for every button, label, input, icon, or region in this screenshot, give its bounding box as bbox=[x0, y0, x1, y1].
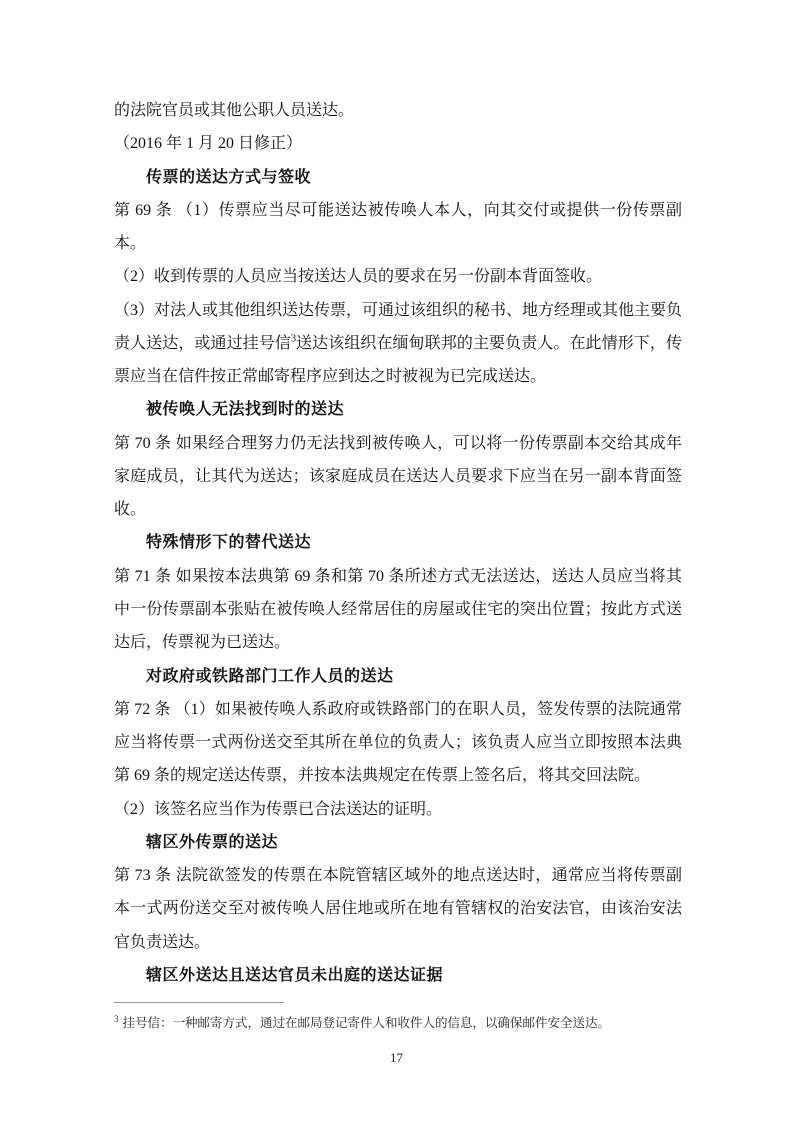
article-69-paragraph-3 bbox=[114, 294, 682, 394]
section-heading: 传票的送达方式与签收 bbox=[146, 168, 312, 186]
article-71-paragraph: 第 71 条 如果按本法典第 69 条和第 70 条所述方式无法送达，送达人员应当将其中一份传票副本张贴在被传唤人经常居住的房屋或住宅的突出位置；按此方式送达后，传票视为已送达。 bbox=[114, 567, 682, 652]
footnote-text bbox=[114, 1013, 682, 1033]
page-number: 17 bbox=[390, 1050, 403, 1065]
footnote-reference-marker: 3 bbox=[290, 333, 296, 345]
footnote-marker: 3 bbox=[114, 1014, 119, 1024]
document-body bbox=[114, 94, 682, 992]
section-heading: 辖区外传票的送达 bbox=[146, 833, 279, 851]
section-heading: 被传唤人无法找到时的送达 bbox=[146, 401, 345, 419]
paragraph-text-after-footnote-ref: 送达该组织在缅甸联邦的主要负责人。在此情形下，传票应当在信件按正常邮寄程序应到达之时被视为已完成送达。 bbox=[114, 334, 682, 386]
article-72-paragraph-2: （2）该签名应当作为传票已合法送达的证明。 bbox=[114, 800, 443, 818]
section-heading: 对政府或铁路部门工作人员的送达 bbox=[146, 667, 394, 685]
footnote-area bbox=[114, 1002, 682, 1033]
article-69-paragraph-1: 第 69 条 （1）传票应当尽可能送达被传唤人本人，向其交付或提供一份传票副本。 bbox=[114, 201, 682, 253]
amendment-date-note: （2016 年 1 月 20 日修正） bbox=[114, 135, 303, 153]
article-70-paragraph: 第 70 条 如果经合理努力仍无法找到被传唤人，可以将一份传票副本交给其成年家庭成员，让其代为送达；该家庭成员在送达人员要求下应当在另一副本背面签收。 bbox=[114, 434, 682, 519]
article-73-paragraph: 第 73 条 法院欲签发的传票在本院管辖区域外的地点送达时，通常应当将传票副本一式两份送交至对被传唤人居住地或所在地有管辖权的治安法官，由该治安法官负责送达。 bbox=[114, 867, 682, 951]
paragraph-text-before-footnote-ref: （3）对法人或其他组织送达传票，可通过该组织的秘书、地方经理或其他主要负责人送达，或通过挂号信 bbox=[114, 301, 683, 352]
section-heading: 辖区外送达且送达官员未出庭的送达证据 bbox=[146, 966, 444, 984]
section-heading: 特殊情形下的替代送达 bbox=[146, 534, 312, 552]
article-72-paragraph-1: 第 72 条 （1）如果被传唤人系政府或铁路部门的在职人员，签发传票的法院通常应当将传票一式两份送交至其所在单位的负责人；该负责人应当立即按照本法典第 69 条的规定送达传票，并按本法典规定在传票上签名后，将其交回法院。 bbox=[114, 700, 682, 785]
footnote-separator-rule bbox=[114, 1002, 284, 1003]
article-69-paragraph-2: （2）收到传票的人员应当按送达人员的要求在另一份副本背面签收。 bbox=[114, 268, 603, 286]
footnote-body: 挂号信：一种邮寄方式，通过在邮局登记寄件人和收件人的信息，以确保邮件安全送达。 bbox=[122, 1016, 611, 1031]
paragraph-continuation: 的法院官员或其他公职人员送达。 bbox=[114, 102, 355, 119]
